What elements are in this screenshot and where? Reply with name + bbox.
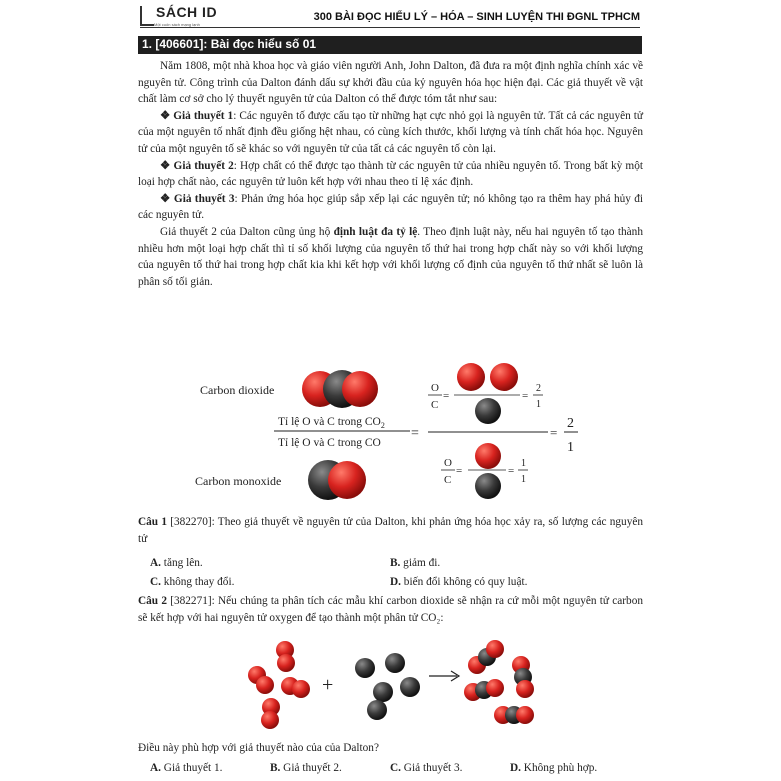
o2-atom [256, 676, 274, 694]
hypothesis-3 [138, 191, 643, 224]
logo-mark-icon [140, 6, 154, 26]
hypothesis-2-label: ❖ Giả thuyết 2 [160, 159, 234, 172]
passage-intro: Năm 1808, một nhà khoa học và giáo viên người Anh, John Dalton, đã đưa ra một định nghĩa chính xác về nguyên tử. Công trình của Dalton đánh dấu sự khởi đầu của kỷ nguyên hóa học hiện đại. Các giả thuyết về vật chất làm cơ sở cho lý thuyết nguyên tử của Dalton có thể được tóm tắt như sau: [138, 60, 643, 106]
ratio-numerator: Tỉ lệ O và C trong $CO_2$ [278, 416, 385, 430]
logo-tagline: Một cuốn sách mạng lạnh [154, 22, 200, 27]
co-atom-equals: = [508, 465, 515, 477]
ratio-diagram [138, 355, 643, 505]
reaction-illustration [245, 635, 545, 725]
c-atom [385, 653, 405, 673]
law-pre: Giả thuyết 2 của Dalton cũng ủng hộ [160, 225, 334, 238]
final-den: 1 [567, 440, 574, 455]
co2-oc-equals: = [443, 390, 450, 402]
oxygen-atom-icon [457, 363, 485, 391]
q1-option-a[interactable]: A. tăng lên. [150, 557, 203, 569]
passage [138, 58, 643, 290]
oxygen-atom-icon [475, 443, 501, 469]
carbon-atom-icon [475, 398, 501, 424]
co2-product [494, 706, 534, 724]
question-2-follow-text: Điều này phù hợp với giả thuyết nào của của Dalton? [138, 742, 379, 754]
q1-option-c[interactable]: C. không thay đổi. [150, 576, 235, 588]
hypothesis-3-text: : Phản ứng hóa học giúp sắp xếp lại các nguyên tử; nó không tạo ra thêm hay phá hủy đi các nguyên tử. [138, 192, 644, 222]
question-2-label: Câu 2 [138, 595, 167, 607]
co-o-symbol: O [444, 457, 452, 469]
hypothesis-2-text: : Hợp chất có thể được tạo thành từ các nguyên tử của nhiều nguyên tố. Trong bất kỳ một loại hợp chất nào, các nguyên tử luôn kết hợp với nhau theo tỉ lệ xác định. [138, 159, 643, 189]
header-divider [140, 27, 640, 28]
co2-ratio-den: 1 [536, 399, 541, 410]
co2-atom-equals: = [522, 390, 529, 402]
question-2-follow [138, 740, 643, 757]
q2-option-c[interactable]: C. Giả thuyết 3. [390, 762, 463, 774]
c-atom [400, 677, 420, 697]
reaction-svg [245, 635, 545, 730]
hypothesis-2 [138, 158, 643, 191]
q1-option-d[interactable]: D. biến đổi không có quy luật. [390, 576, 528, 588]
co2-oxygen-atom [342, 371, 378, 407]
law-name: định luật đa tỷ lệ [333, 225, 418, 238]
co2-product [512, 656, 534, 698]
co-ratio-den: 1 [521, 474, 526, 485]
ratio-equals: = [411, 426, 419, 441]
question-2-text: [382271]: Nếu chúng ta phân tích các mẫu khí carbon dioxide sẽ nhận ra cứ mỗi một nguyên tử carbon sẽ kết hợp với hai nguyên tử oxygen để tạo thành một phân tử CO₂: [138, 595, 643, 624]
final-num: 2 [567, 416, 574, 431]
co-label: Carbon monoxide [195, 474, 282, 488]
logo-text: SÁCH ID [156, 4, 218, 20]
hypothesis-1 [138, 108, 643, 158]
co2-product [468, 640, 504, 674]
section-title: 1. [406601]: Bài đọc hiểu số 01 [142, 37, 317, 51]
co-oc-equals: = [456, 465, 463, 477]
co2-product [464, 679, 504, 701]
c-atom [367, 700, 387, 720]
o2-atom [261, 711, 279, 729]
question-1-stem [138, 514, 643, 547]
question-2-options [150, 760, 640, 778]
oxygen-atom-icon [490, 363, 518, 391]
section-bar [138, 36, 642, 54]
o2-atom [277, 654, 295, 672]
hypothesis-1-text: : Các nguyên tố được cấu tạo từ những hạt cực nhỏ gọi là nguyên tử. Tất cả các nguyên tử của một nguyên tố nhất định đều giống hệt nhau, có cùng kích thước, khối lượng và tính chất hóa học. Nguyên tử của một nguyên tố sẽ khác so với nguyên tử của tất cả các nguyên tố còn lại. [138, 109, 643, 155]
q2-option-a[interactable]: A. Giả thuyết 1. [150, 762, 223, 774]
ratio-diagram-svg [138, 355, 643, 505]
co-ratio-num: 1 [521, 458, 526, 469]
co2-label: Carbon dioxide [200, 383, 275, 397]
header-title: 300 BÀI ĐỌC HIỂU LÝ – HÓA – SINH LUYỆN THI ĐGNL TPHCM [313, 11, 640, 23]
question-2-stem [138, 593, 643, 626]
q2-option-d[interactable]: D. Không phù hợp. [510, 762, 598, 774]
co-oxygen-atom [328, 461, 366, 499]
final-equals: = [550, 425, 558, 440]
co-c-symbol: C [444, 474, 452, 486]
ratio-denominator: Tỉ lệ O và C trong CO [278, 437, 381, 449]
carbon-atom-icon [475, 473, 501, 499]
question-1-text: [382270]: Theo giả thuyết về nguyên tử của Dalton, khi phản ứng hóa học xảy ra, số lượng các nguyên tử [138, 516, 644, 545]
c-atom [355, 658, 375, 678]
hypothesis-1-label: ❖ Giả thuyết 1 [160, 109, 234, 122]
q1-option-b[interactable]: B. giảm đi. [390, 557, 441, 569]
co2-c-symbol: C [431, 399, 439, 411]
c-atom [373, 682, 393, 702]
plus-sign: + [322, 674, 334, 696]
question-1-options [150, 555, 640, 589]
law-paragraph [138, 224, 643, 290]
hypothesis-3-label: ❖ Giả thuyết 3 [160, 192, 235, 205]
question-1 [138, 514, 643, 547]
question-2 [138, 593, 643, 626]
q2-option-b[interactable]: B. Giả thuyết 2. [270, 762, 342, 774]
co2-o-symbol: O [431, 382, 439, 394]
question-1-label: Câu 1 [138, 516, 167, 528]
o2-atom [292, 680, 310, 698]
co2-ratio-num: 2 [536, 383, 541, 394]
law-post: . Theo định luật này, nếu hai nguyên tố tạo thành nhiều hơn một loại hợp chất thì tỉ số khối lượng của nguyên tố thứ hai trong hợp chất này so với khối lượng của nguyên tố thứ hai trong hợp chất kia khi kết hợp với khối lượng cố định của nguyên tố thứ nhất sẽ luôn là phân số tối giản. [138, 225, 643, 288]
